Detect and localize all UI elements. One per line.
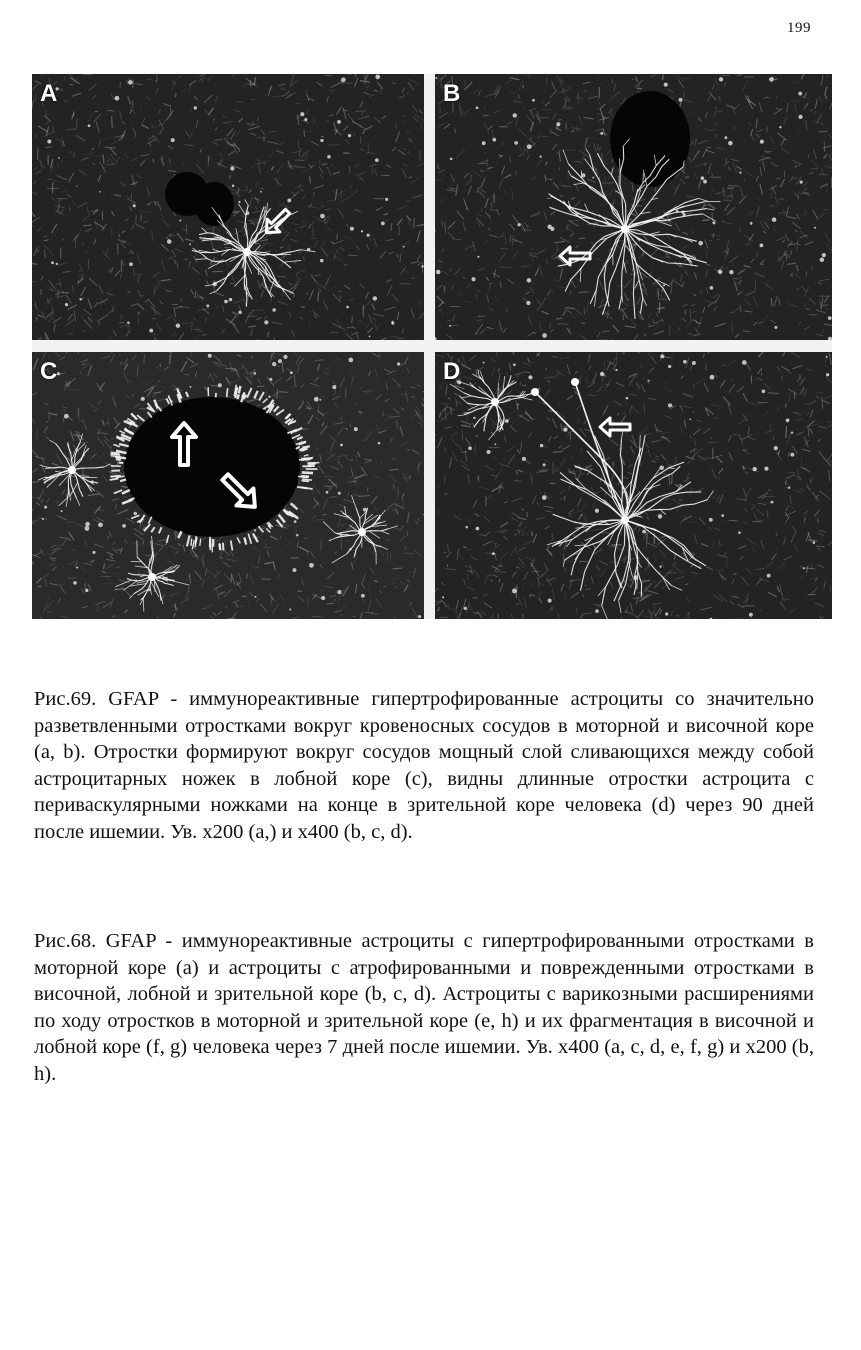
panel-letter: C <box>40 358 58 385</box>
figure-68-caption: Рис.68. GFAP - иммунореактивные астроциты с гипертрофированными отростками в моторной коре (a) и астроциты с атрофированными и поврежденными отростками в височной, лобной и зрительной коре (b, c, d). Астроциты с варикозными расширениями по ходу отростков в моторной и зрительной коре (e, h) и их фрагментация в височной и лобной коре (f, g) человека через 7 дней после ишемии. Ув. x400 (a, c, d, e, f, g) и x200 (b, h). <box>34 930 814 1085</box>
panel-letter: D <box>443 358 461 385</box>
panel-a <box>32 74 424 340</box>
panel-b <box>435 74 832 340</box>
panel-c <box>32 352 424 619</box>
panel-letter: B <box>443 80 461 107</box>
micrograph-figure <box>32 74 832 619</box>
panel-letter: A <box>40 80 58 107</box>
micrograph-astrocyte-around-vessel <box>32 74 424 340</box>
panel-d <box>435 352 832 619</box>
micrograph-vessel-astrocytic-endfeet <box>32 352 424 619</box>
micrograph-hypertrophied-astrocyte <box>435 74 832 340</box>
micrograph-long-astrocyte-processes <box>435 352 832 619</box>
page-number: 199 <box>787 20 811 36</box>
figure-69-caption: Рис.69. GFAP - иммунореактивные гипертрофированные астроциты со значительно разветвленными отростками вокруг кровеносных сосудов в моторной и височной коре (a, b). Отростки формируют вокруг сосудов мощный слой сливающихся между собой астроцитарных ножек в лобной коре (c), видны длинные отростки астроцита с периваскулярными ножками на конце в зрительной коре человека (d) через 90 дней после ишемии. Ув. x200 (a,) и x400 (b, c, d). <box>34 688 814 843</box>
